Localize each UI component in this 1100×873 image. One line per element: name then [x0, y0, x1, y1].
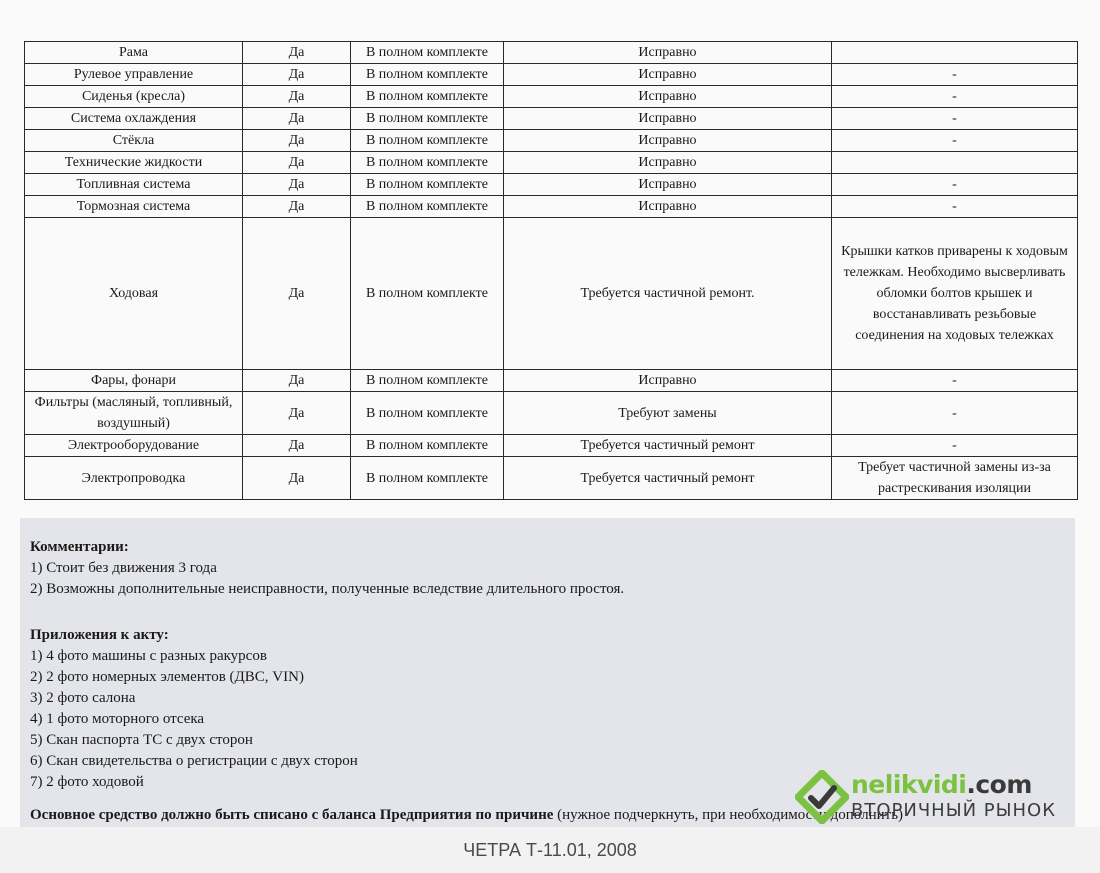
condition-cell: Требуют замены: [504, 392, 832, 435]
completeness-cell: В полном комплекте: [351, 435, 504, 457]
logo-tagline: ВТОРИЧНЫЙ РЫНОК: [851, 800, 1056, 821]
table-row: [25, 130, 1078, 152]
present-cell: Да: [243, 42, 351, 64]
present-cell: Да: [243, 196, 351, 218]
note-cell: Крышки катков приварены к ходовым тележкам. Необходимо высверливать обломки болтов крышек и восстанавливать резьбовые соединения на ходовых тележках: [832, 218, 1078, 370]
condition-cell: Исправно: [504, 174, 832, 196]
note-cell: -: [832, 86, 1078, 108]
logo-brand: nelikvidi.com: [851, 770, 1032, 799]
component-cell: Тормозная система: [25, 196, 243, 218]
present-cell: Да: [243, 86, 351, 108]
attachments-heading: Приложения к акту:: [30, 627, 169, 643]
present-cell: Да: [243, 64, 351, 86]
completeness-cell: В полном комплекте: [351, 64, 504, 86]
present-cell: Да: [243, 457, 351, 500]
completeness-cell: В полном комплекте: [351, 370, 504, 392]
note-cell: -: [832, 435, 1078, 457]
component-cell: Система охлаждения: [25, 108, 243, 130]
attachment-item: 1) 4 фото машины с разных ракурсов: [30, 648, 267, 664]
present-cell: Да: [243, 174, 351, 196]
present-cell: Да: [243, 108, 351, 130]
condition-cell: Исправно: [504, 108, 832, 130]
component-cell: Рулевое управление: [25, 64, 243, 86]
write-off-reason-bold: Основное средство должно быть списано с баланса Предприятия по причине: [30, 807, 554, 823]
attachment-item: 7) 2 фото ходовой: [30, 774, 144, 790]
completeness-cell: В полном комплекте: [351, 130, 504, 152]
table-row: [25, 108, 1078, 130]
condition-cell: Исправно: [504, 152, 832, 174]
attachment-item: 5) Скан паспорта ТС с двух сторон: [30, 732, 253, 748]
present-cell: Да: [243, 435, 351, 457]
present-cell: Да: [243, 370, 351, 392]
present-cell: Да: [243, 130, 351, 152]
table-row: [25, 152, 1078, 174]
completeness-cell: В полном комплекте: [351, 196, 504, 218]
logo-mark-icon: [795, 770, 849, 824]
condition-cell: Требуется частичный ремонт: [504, 457, 832, 500]
note-cell: -: [832, 130, 1078, 152]
component-cell: Электропроводка: [25, 457, 243, 500]
photo-caption: ЧЕТРА Т-11.01, 2008: [0, 827, 1100, 873]
attachment-item: 4) 1 фото моторного отсека: [30, 711, 205, 727]
completeness-cell: В полном комплекте: [351, 108, 504, 130]
condition-cell: Требуется частичный ремонт: [504, 435, 832, 457]
completeness-cell: В полном комплекте: [351, 174, 504, 196]
component-cell: Сиденья (кресла): [25, 86, 243, 108]
note-cell: [832, 152, 1078, 174]
condition-cell: Исправно: [504, 42, 832, 64]
note-cell: -: [832, 196, 1078, 218]
comments-section: [30, 537, 624, 600]
note-cell: -: [832, 64, 1078, 86]
note-cell: -: [832, 370, 1078, 392]
condition-cell: Исправно: [504, 64, 832, 86]
component-cell: Фильтры (масляный, топливный, воздушный): [25, 392, 243, 435]
table-row: [25, 392, 1078, 435]
condition-cell: Исправно: [504, 86, 832, 108]
table-row: [25, 370, 1078, 392]
write-off-reason-note: (нужное подчеркнуть, при необходимости дополнить): [553, 807, 904, 823]
table-row: [25, 218, 1078, 370]
attachment-item: 6) Скан свидетельства о регистрации с двух сторон: [30, 753, 358, 769]
completeness-cell: В полном комплекте: [351, 42, 504, 64]
note-cell: -: [832, 174, 1078, 196]
component-cell: Топливная система: [25, 174, 243, 196]
table-row: [25, 196, 1078, 218]
table-row: [25, 42, 1078, 64]
condition-cell: Исправно: [504, 196, 832, 218]
attachment-item: 2) 2 фото номерных элементов (ДВС, VIN): [30, 669, 304, 685]
component-cell: Ходовая: [25, 218, 243, 370]
component-cell: Технические жидкости: [25, 152, 243, 174]
table-row: [25, 457, 1078, 500]
attachment-item: 3) 2 фото салона: [30, 690, 136, 706]
completeness-cell: В полном комплекте: [351, 457, 504, 500]
condition-cell: Требуется частичной ремонт.: [504, 218, 832, 370]
table-row: [25, 174, 1078, 196]
inspection-table: [24, 41, 1078, 500]
completeness-cell: В полном комплекте: [351, 392, 504, 435]
note-cell: Требует частичной замены из-за растрескивания изоляции: [832, 457, 1078, 500]
condition-cell: Исправно: [504, 130, 832, 152]
note-cell: -: [832, 392, 1078, 435]
component-cell: Электрооборудование: [25, 435, 243, 457]
note-cell: -: [832, 108, 1078, 130]
present-cell: Да: [243, 152, 351, 174]
completeness-cell: В полном комплекте: [351, 86, 504, 108]
component-cell: Фары, фонари: [25, 370, 243, 392]
completeness-cell: В полном комплекте: [351, 218, 504, 370]
table-row: [25, 64, 1078, 86]
component-cell: Стёкла: [25, 130, 243, 152]
condition-cell: Исправно: [504, 370, 832, 392]
table-row: [25, 86, 1078, 108]
present-cell: Да: [243, 218, 351, 370]
completeness-cell: В полном комплекте: [351, 152, 504, 174]
present-cell: Да: [243, 392, 351, 435]
write-off-reason-line: [30, 807, 903, 824]
comment-item: 1) Стоит без движения 3 года: [30, 560, 217, 576]
note-cell: [832, 42, 1078, 64]
component-cell: Рама: [25, 42, 243, 64]
table-row: [25, 435, 1078, 457]
comment-item: 2) Возможны дополнительные неисправности, полученные вследствие длительного простоя.: [30, 581, 625, 597]
attachments-section: [30, 625, 358, 793]
comments-heading: Комментарии:: [30, 539, 129, 555]
watermark-logo: [795, 768, 1075, 826]
